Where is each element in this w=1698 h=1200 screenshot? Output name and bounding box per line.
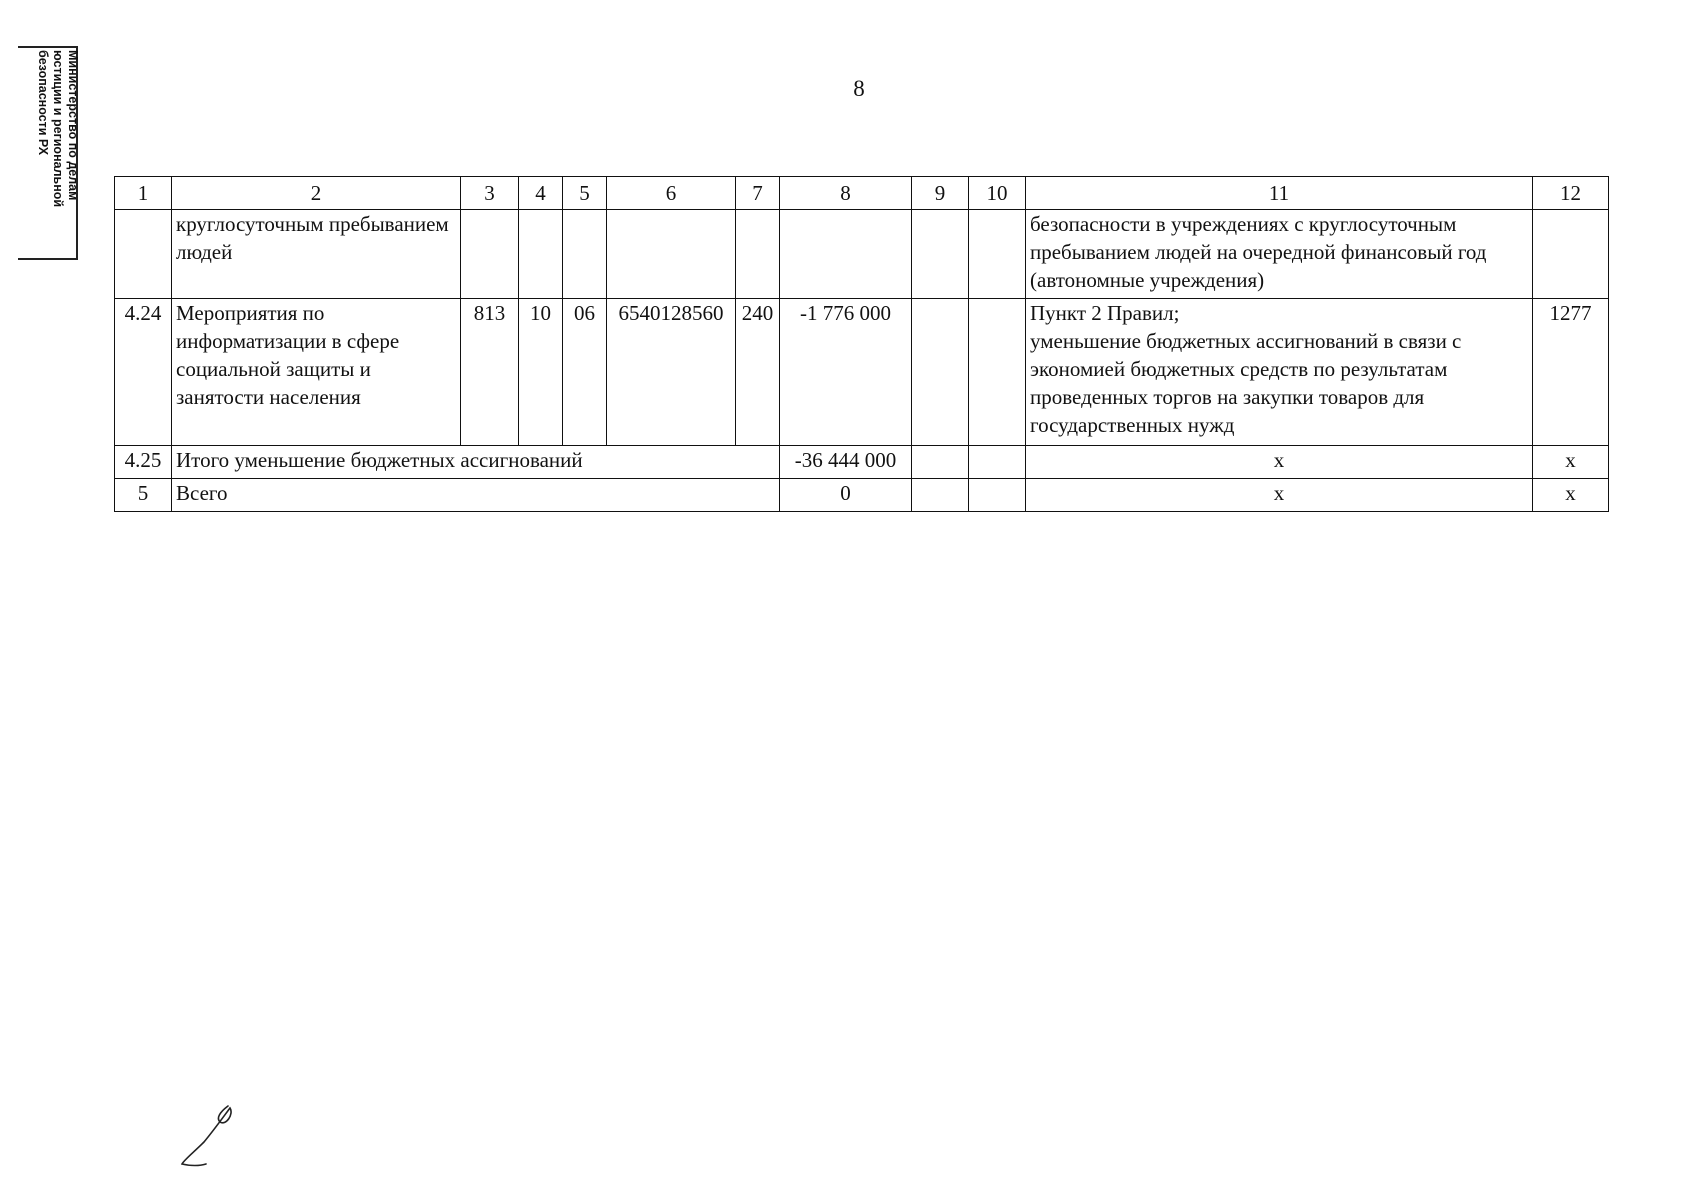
code-cell bbox=[461, 210, 519, 299]
amount-cell bbox=[912, 446, 969, 479]
budget-table bbox=[114, 176, 1609, 512]
header-cell: 4 bbox=[519, 177, 563, 210]
basis-cell: безопасности в учреждениях с круглосуточным пребыванием людей на очередной финансовый год (автономные учреждения) bbox=[1026, 210, 1533, 299]
amount-cell bbox=[969, 479, 1026, 512]
description-cell: Мероприятия по информатизации в сфере социальной защиты и занятости населения bbox=[172, 299, 461, 446]
amount-cell: -1 776 000 bbox=[780, 299, 912, 446]
header-cell: 1 bbox=[115, 177, 172, 210]
code-cell: 06 bbox=[563, 299, 607, 446]
header-cell: 5 bbox=[563, 177, 607, 210]
header-row bbox=[115, 177, 1609, 210]
header-cell: 12 bbox=[1533, 177, 1609, 210]
basis-line: Пункт 2 Правил; bbox=[1030, 301, 1180, 325]
header-cell: 7 bbox=[736, 177, 780, 210]
basis-cell: х bbox=[1026, 446, 1533, 479]
reference-cell: х bbox=[1533, 479, 1609, 512]
description-cell: круглосуточным пребыванием людей bbox=[172, 210, 461, 299]
header-cell: 6 bbox=[607, 177, 736, 210]
row-number-cell: 5 bbox=[115, 479, 172, 512]
basis-cell: х bbox=[1026, 479, 1533, 512]
table-row bbox=[115, 299, 1609, 446]
amount-cell: -36 444 000 bbox=[780, 446, 912, 479]
description-cell: Итого уменьшение бюджетных ассигнований bbox=[172, 446, 780, 479]
code-cell bbox=[736, 210, 780, 299]
code-cell: 6540128560 bbox=[607, 299, 736, 446]
code-cell: 813 bbox=[461, 299, 519, 446]
code-cell: 10 bbox=[519, 299, 563, 446]
header-cell: 10 bbox=[969, 177, 1026, 210]
header-cell: 8 bbox=[780, 177, 912, 210]
header-cell: 11 bbox=[1026, 177, 1533, 210]
stamp-text bbox=[35, 50, 80, 260]
registration-stamp bbox=[18, 46, 78, 260]
basis-line: уменьшение бюджетных ассигнований в связи с экономией бюджетных средств по результатам проведенных торгов на закупки товаров для государственных нужд bbox=[1030, 329, 1462, 437]
reference-cell: х bbox=[1533, 446, 1609, 479]
stamp-line: Министерство по делам bbox=[66, 50, 80, 201]
header-cell: 9 bbox=[912, 177, 969, 210]
amount-cell bbox=[969, 210, 1026, 299]
header-cell: 2 bbox=[172, 177, 461, 210]
code-cell bbox=[607, 210, 736, 299]
amount-cell bbox=[912, 210, 969, 299]
amount-cell bbox=[780, 210, 912, 299]
page-number: 8 bbox=[853, 76, 865, 101]
basis-cell bbox=[1026, 299, 1533, 446]
table-row bbox=[115, 446, 1609, 479]
amount-cell bbox=[969, 446, 1026, 479]
amount-cell bbox=[969, 299, 1026, 446]
stamp-line: безопасности РХ bbox=[36, 50, 50, 156]
code-cell bbox=[519, 210, 563, 299]
table-row bbox=[115, 479, 1609, 512]
row-number-cell bbox=[115, 210, 172, 299]
code-cell: 240 bbox=[736, 299, 780, 446]
code-cell bbox=[563, 210, 607, 299]
reference-cell bbox=[1533, 210, 1609, 299]
amount-cell: 0 bbox=[780, 479, 912, 512]
amount-cell bbox=[912, 299, 969, 446]
row-number-cell: 4.25 bbox=[115, 446, 172, 479]
reference-cell: 1277 bbox=[1533, 299, 1609, 446]
description-cell: Всего bbox=[172, 479, 780, 512]
handwritten-signature bbox=[176, 1098, 246, 1170]
table-row bbox=[115, 210, 1609, 299]
header-cell: 3 bbox=[461, 177, 519, 210]
amount-cell bbox=[912, 479, 969, 512]
row-number-cell: 4.24 bbox=[115, 299, 172, 446]
stamp-line: юстиции и региональной bbox=[51, 50, 65, 208]
